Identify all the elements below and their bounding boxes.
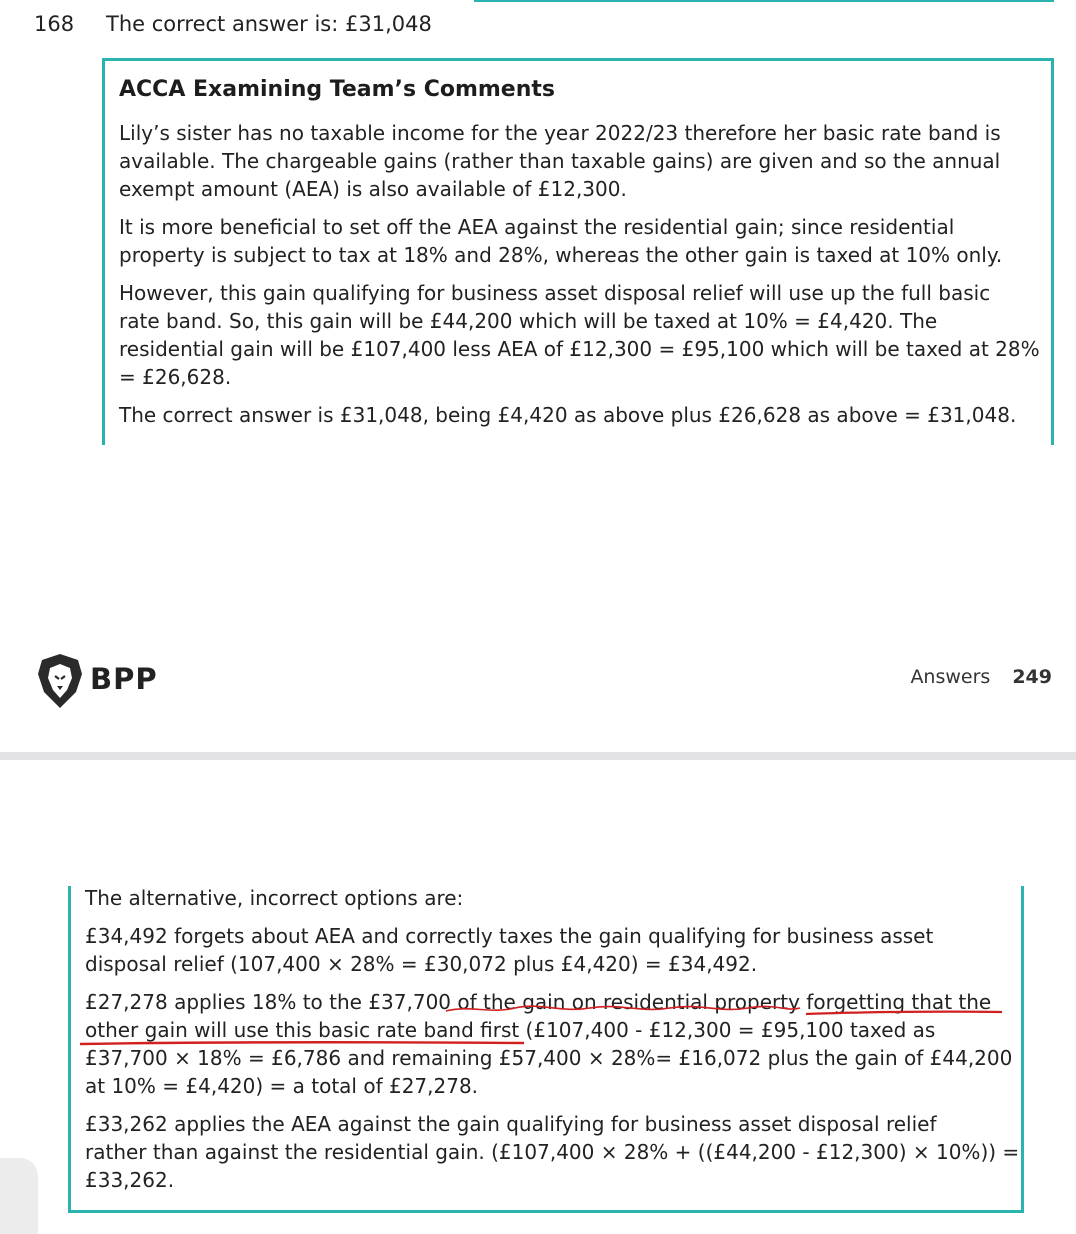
- question-number: 168: [34, 12, 75, 36]
- option-line: £37,700 × 18% = £6,786 and remaining £57,400 × 28%= £16,072 plus the gain of £44,200: [85, 1046, 1013, 1070]
- options-intro: The alternative, incorrect options are:: [85, 886, 464, 910]
- comment-line: rate band. So, this gain will be £44,200 which will be taxed at 10% = £4,420. The: [119, 309, 938, 333]
- incorrect-options-box: [68, 886, 1024, 1213]
- comment-line: It is more beneficial to set off the AEA against the residential gain; since residential: [119, 215, 955, 239]
- comment-line: = £26,628.: [119, 365, 232, 389]
- option-line: £27,278 applies 18% to the £37,700 of the gain on residential property forgetting that the: [85, 990, 992, 1014]
- option-line: £34,492 forgets about AEA and correctly taxes the gain qualifying for business asset: [85, 924, 934, 948]
- corner-tab: [0, 1158, 38, 1234]
- comments-heading: ACCA Examining Team’s Comments: [119, 77, 555, 102]
- option-line: £33,262 applies the AEA against the gain qualifying for business asset disposal relief: [85, 1112, 937, 1136]
- comment-line: However, this gain qualifying for business asset disposal relief will use up the full basic: [119, 281, 991, 305]
- comment-line: Lily’s sister has no taxable income for the year 2022/23 therefore her basic rate band is: [119, 121, 1001, 145]
- top-teal-rule: [474, 0, 1054, 2]
- bpp-lion-logo-icon: [36, 652, 84, 710]
- page-number: 249: [1012, 666, 1052, 688]
- comment-line: property is subject to tax at 18% and 28%, whereas the other gain is taxed at 10% only.: [119, 243, 1003, 267]
- bpp-brand: BPP: [90, 662, 158, 696]
- option-line: at 10% = £4,420) = a total of £27,278.: [85, 1074, 479, 1098]
- comment-line: residential gain will be £107,400 less AEA of £12,300 = £95,100 which will be taxed at 28%: [119, 337, 1040, 361]
- comment-line: The correct answer is £31,048, being £4,420 as above plus £26,628 as above = £31,048.: [119, 403, 1017, 427]
- option-line: rather than against the residential gain. (£107,400 × 28% + ((£44,200 - £12,300) × 10%)) =: [85, 1140, 1020, 1164]
- option-line: disposal relief (107,400 × 28% = £30,072 plus £4,420) = £34,492.: [85, 952, 758, 976]
- answer-line: The correct answer is: £31,048: [106, 12, 432, 36]
- comment-line: available. The chargeable gains (rather than taxable gains) are given and so the annual: [119, 149, 1001, 173]
- examining-team-comments-box: [102, 58, 1054, 445]
- page-footer: [910, 666, 1052, 688]
- comment-line: exempt amount (AEA) is also available of £12,300.: [119, 177, 627, 201]
- option-line: other gain will use this basic rate band first (£107,400 - £12,300 = £95,100 taxed as: [85, 1018, 936, 1042]
- section-label: Answers: [910, 666, 991, 688]
- option-line: £33,262.: [85, 1168, 175, 1192]
- page-separator: [0, 752, 1076, 760]
- page-250: [0, 760, 1076, 1234]
